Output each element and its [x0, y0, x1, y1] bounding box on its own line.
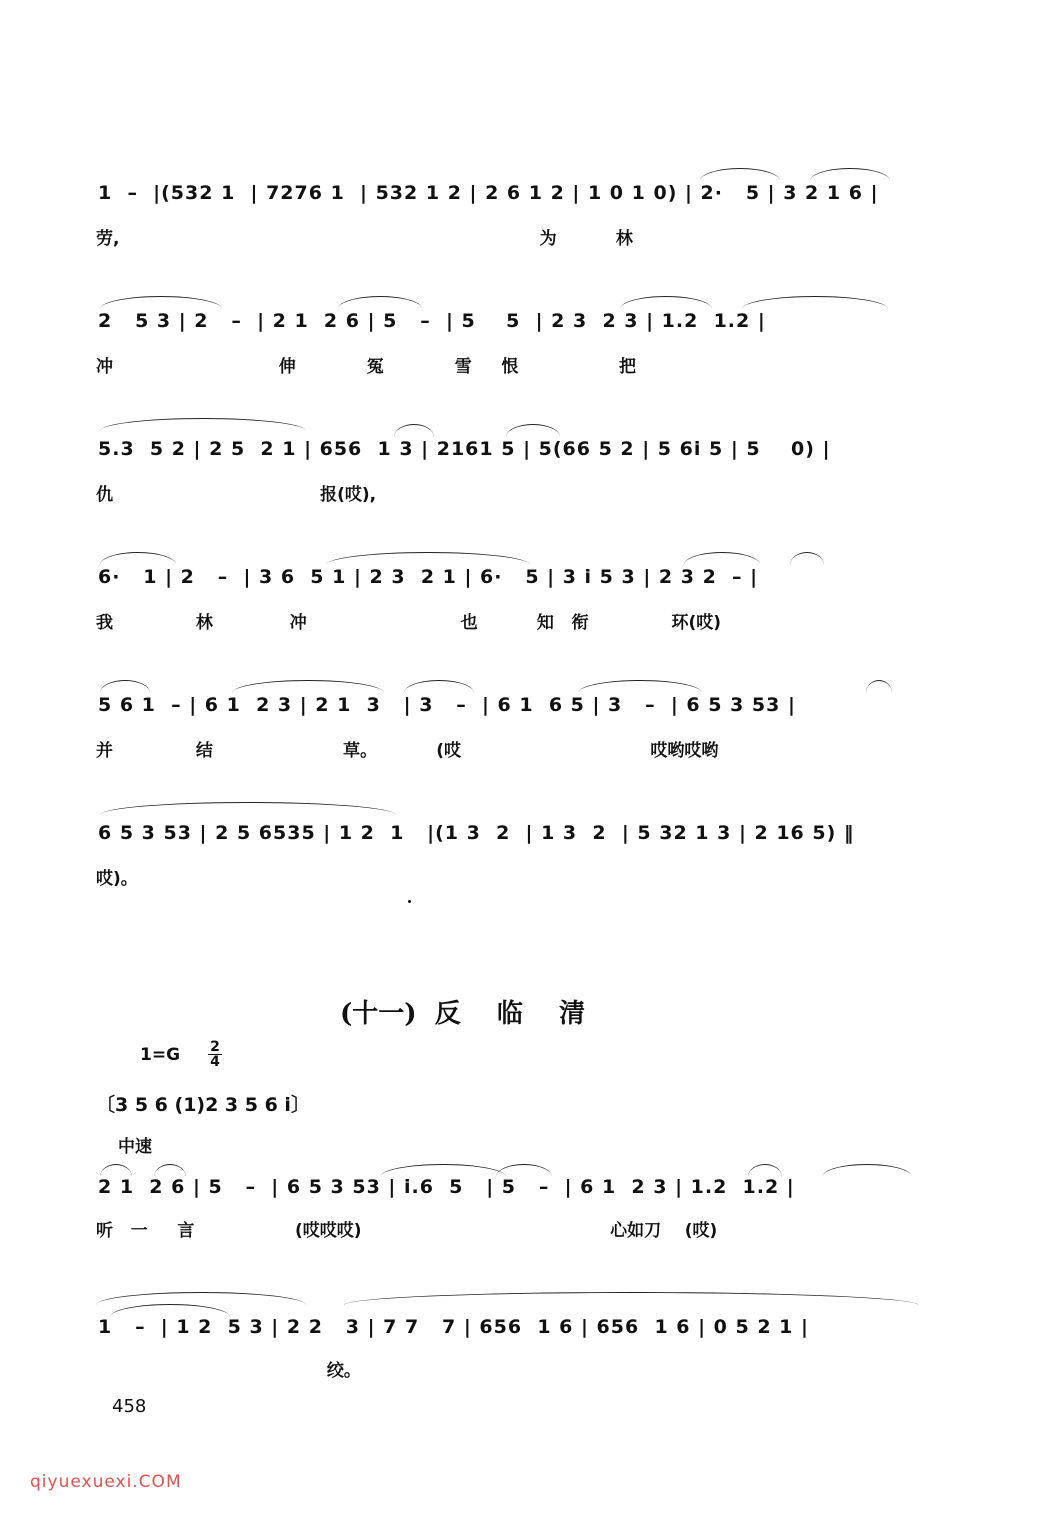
slur	[496, 1164, 552, 1177]
jianpu-notes: 1 – |(532 1 | 7276 1 | 532 1 2 | 2 6 1 2 | 1 0 1 0) | 2· 5 | 3 2 1 6 |	[98, 182, 879, 204]
slur	[506, 424, 560, 437]
intro-phrase: 〔3 5 6 (1)2 3 5 6 i〕	[96, 1094, 310, 1116]
slur	[96, 1292, 306, 1305]
slur	[742, 296, 888, 309]
time-signature	[208, 1040, 222, 1069]
lyrics: 冲 伸 冤 雪 恨 把	[96, 357, 636, 377]
slur	[100, 296, 222, 309]
slur	[394, 424, 434, 437]
jianpu-notes: 6 5 3 53 | 2 5 6535 | 1 2 1 |(1 3 2 | 1 3 2 | 5 32 1 3 | 2 16 5) ‖	[98, 822, 855, 844]
slur	[684, 552, 760, 565]
key-signature: 1=G	[140, 1045, 181, 1065]
slur	[100, 680, 150, 693]
jianpu-notes: 1 – | 1 2 5 3 | 2 2 3 | 7 7 7 | 656 1 6 | 656 1 6 | 0 5 2 1 |	[98, 1316, 809, 1338]
slur	[100, 1164, 132, 1177]
stray-mark	[408, 900, 411, 903]
slur	[700, 168, 780, 181]
watermark: qiyuexuexi.COM	[30, 1472, 182, 1492]
slur	[810, 168, 890, 181]
lyrics: 听 一 言 (哎哎哎) 心如刀 (哎)	[96, 1221, 718, 1241]
tempo-marking: 中速	[118, 1137, 152, 1157]
slur	[748, 1164, 782, 1177]
slur	[822, 1164, 912, 1177]
slur	[620, 296, 712, 309]
slur	[110, 1304, 230, 1317]
slur	[338, 296, 422, 309]
slur	[100, 802, 396, 815]
slur	[232, 680, 384, 693]
slur	[100, 552, 176, 565]
jianpu-notes: 2 1 2 6 | 5 – | 6 5 3 53 | i.6 5 | 5 – | 6 1 2 3 | 1.2 1.2 |	[98, 1176, 795, 1198]
slur	[790, 552, 824, 565]
lyrics: 哎)。	[96, 869, 138, 889]
time-signature-top: 2	[210, 1039, 220, 1055]
lyrics: 我 林 冲 也 知 衔 环(哎)	[96, 613, 722, 633]
page-number: 458	[112, 1396, 147, 1417]
slur	[380, 1164, 506, 1177]
slur	[866, 680, 892, 693]
song-title: (十一) 反 临 清	[340, 999, 586, 1029]
slur	[578, 680, 702, 693]
jianpu-notes: 2 5 3 | 2 – | 2 1 2 6 | 5 – | 5 5 | 2 3 2 3 | 1.2 1.2 |	[98, 310, 766, 332]
lyrics: 劳, 为 林	[96, 229, 633, 249]
jianpu-notes: 5.3 5 2 | 2 5 2 1 | 656 1 3 | 2161 5 | 5(66 5 2 | 5 6i 5 | 5 0) |	[98, 438, 831, 460]
jianpu-notes: 5 6 1 – | 6 1 2 3 | 2 1 3 | 3 – | 6 1 6 5 | 3 – | 6 5 3 53 |	[98, 694, 796, 716]
slur	[404, 680, 474, 693]
lyrics: 绞。	[96, 1361, 361, 1381]
time-signature-bottom: 4	[208, 1054, 222, 1069]
slur	[344, 1292, 918, 1305]
slur	[100, 418, 306, 431]
slur	[154, 1164, 186, 1177]
jianpu-notes: 6· 1 | 2 – | 3 6 5 1 | 2 3 2 1 | 6· 5 | 3 i 5 3 | 2 3 2 – |	[98, 566, 759, 588]
lyrics: 仇 报(哎),	[96, 485, 377, 505]
slur	[326, 552, 530, 565]
lyrics: 并 结 草。 (哎 哎哟哎哟	[96, 741, 719, 761]
